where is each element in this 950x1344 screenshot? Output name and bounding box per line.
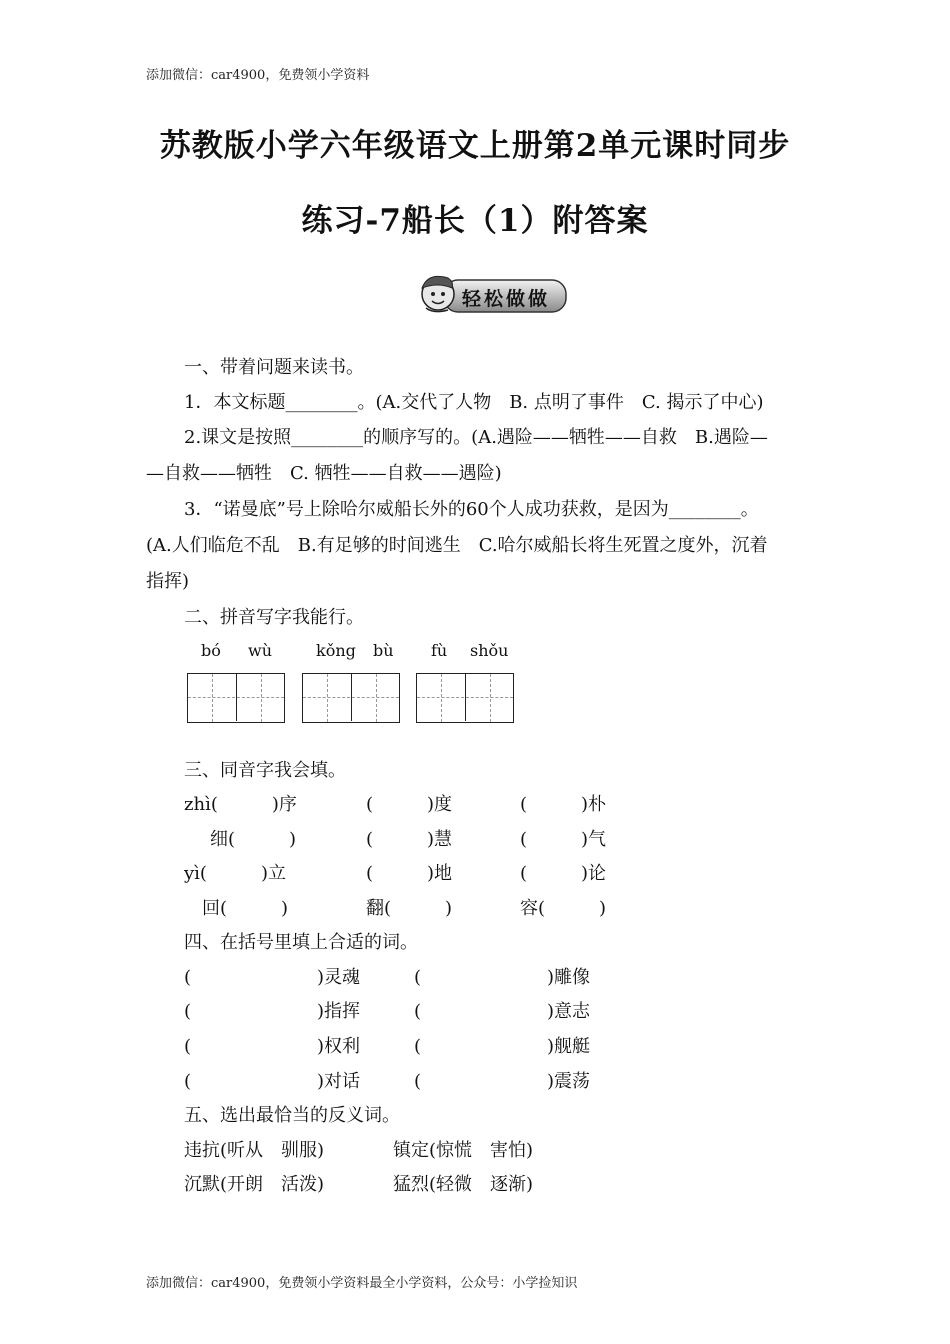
question-2-line2: —自救——牺牲 C. 牺牲——自救——遇险) <box>146 463 502 484</box>
fill-word-item: ( )对话 <box>184 1071 361 1092</box>
homophone-item: 细( ) <box>210 829 297 850</box>
homophone-item: ( )气 <box>520 829 607 850</box>
fill-word-item: ( )权利 <box>184 1036 361 1057</box>
section4-heading: 四、在括号里填上合适的词。 <box>184 932 418 953</box>
pinyin-label: wù <box>248 641 272 660</box>
homophone-item: ( )论 <box>520 863 607 884</box>
pinyin-label: bù <box>373 641 394 660</box>
page-title-line2: 练习-7船长（1）附答案 <box>301 203 649 239</box>
section2-heading: 二、拼音写字我能行。 <box>184 607 364 628</box>
fill-word-item: ( )意志 <box>414 1001 591 1022</box>
homophone-item: ( )地 <box>366 863 453 884</box>
homophone-item: 容( ) <box>520 898 607 919</box>
fill-word-item: ( )舰艇 <box>414 1036 591 1057</box>
fill-word-item: ( )雕像 <box>414 967 591 988</box>
fill-word-item: ( )灵魂 <box>184 967 361 988</box>
homophone-item: zhì( )序 <box>184 794 297 815</box>
antonym-item: 猛烈(轻微 逐渐) <box>393 1174 534 1195</box>
question-3-line1: 3．“诺曼底”号上除哈尔威船长外的60个人成功获救，是因为________。 <box>184 499 759 520</box>
easy-practice-badge <box>414 268 568 316</box>
fill-word-item: ( )震荡 <box>414 1071 591 1092</box>
antonym-item: 镇定(惊慌 害怕) <box>393 1140 534 1161</box>
antonym-item: 沉默(开朗 活泼) <box>184 1174 325 1195</box>
question-3-line3: 指挥) <box>146 571 190 592</box>
homophone-item: ( )慧 <box>366 829 453 850</box>
pinyin-label: bó <box>201 641 221 660</box>
question-1: 1．本文标题________。(A.交代了人物 B. 点明了事件 C. 揭示了中心) <box>184 392 764 413</box>
antonym-item: 违抗(听从 驯服) <box>184 1140 325 1161</box>
section1-heading: 一、带着问题来读书。 <box>184 357 364 378</box>
badge-label: 轻松做做 <box>462 288 551 310</box>
question-2-line1: 2.课文是按照________的顺序写的。(A.遇险——牺牲——自救 B.遇险— <box>184 427 768 448</box>
writing-grid[interactable] <box>416 673 514 723</box>
homophone-item: ( )朴 <box>520 794 607 815</box>
homophone-item: 回( ) <box>202 898 289 919</box>
fill-word-item: ( )指挥 <box>184 1001 361 1022</box>
section3-heading: 三、同音字我会填。 <box>184 760 346 781</box>
homophone-item: 翻( ) <box>366 898 453 919</box>
writing-grid[interactable] <box>302 673 400 723</box>
homophone-item: ( )度 <box>366 794 453 815</box>
pinyin-label: kǒng <box>316 641 356 660</box>
section5-heading: 五、选出最恰当的反义词。 <box>184 1105 400 1126</box>
homophone-item: yì( )立 <box>184 863 286 884</box>
footer-note: 添加微信：car4900，免费领小学资料最全小学资料，公众号：小学捡知识 <box>146 1276 578 1291</box>
pinyin-label: shǒu <box>470 641 509 660</box>
page-title-line1: 苏教版小学六年级语文上册第2单元课时同步 <box>159 128 791 164</box>
pinyin-label: fù <box>431 641 448 660</box>
question-3-line2: (A.人们临危不乱 B.有足够的时间逃生 C.哈尔威船长将生死置之度外，沉着 <box>146 535 768 556</box>
writing-grid[interactable] <box>187 673 285 723</box>
header-note: 添加微信：car4900，免费领小学资料 <box>146 68 370 83</box>
